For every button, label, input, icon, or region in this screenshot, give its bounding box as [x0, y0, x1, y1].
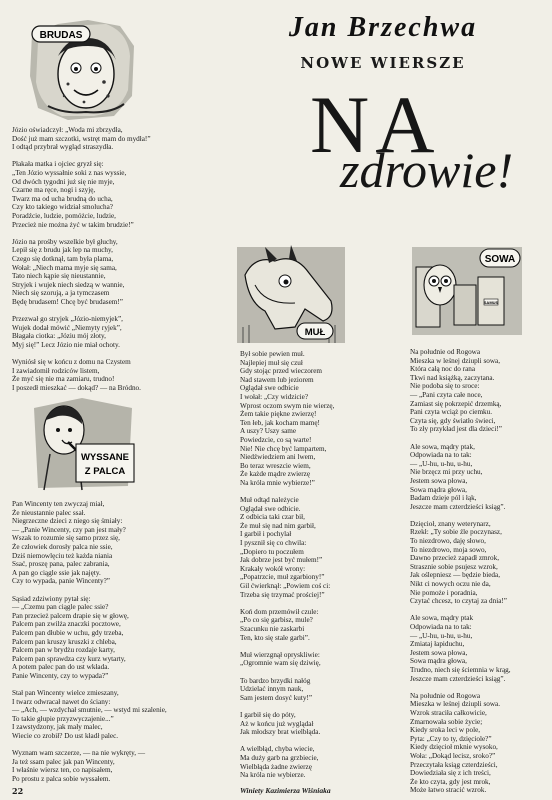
- footer-credit: Winiety Kazimierza Wiśniaka: [240, 786, 331, 795]
- subtitle: NOWE WIERSZE: [300, 54, 466, 72]
- brudas-illustration: [28, 16, 138, 122]
- mul-illustration: [235, 245, 347, 345]
- brudas-label: BRUDAS: [39, 30, 83, 41]
- wyssane-label-line1: WYSSANE: [80, 452, 130, 463]
- poem-mul: Był sobie pewien muł. Najlepiej muł się czuł Gdy stojąc przed wieczorem Nad stawem lub jeziorem Oglądał swe odbicie I wołał: „Czy widzicie? Wprost oczom swym nie wierzę, Żem takie piękne zwierzę! Ten łeb, jak kocham mamę! A uszy? Uszy same Powiedzcie, co są warte! Nie! Nie chcę być lampartem, Niedźwiedziem ani lwem, Bo teraz wreszcie wiem, Że każde mądre zwierzę Na króla mnie wybierze!” Muł odtąd należycie Oglądał swe odbicie. Z odbicia taki czar bił, Że muł się nad nim garbił, I garbił i pochylał I pysznił się co chwila: „Dopiero tu poczułem Jak dobrze jest być mułem!” Krakały wokół wrony: „Popatrzcie, muł zgarbiony!” Gil ćwierknął: „Powiem coś ci: Trzeba się trzymać prościej!” Koń dom przemówił czule: „Po co się garbisz, mule? Szacunku nie zaskarbi Ten, kto się stale garbi”. Muł wierzgnął opryskliwie: „Ogromnie wam się dziwię, To bardzo brzydki nałóg Udzielać innym nauk, Sam jestem dosyć kuty!” I garbił się do póty, Aż w końcu już wyglądał Jak młodszy brat wielbłąda. A wielbłąd, chyba wiecie, Ma duży garb na grzbiecie, Wielbłąda żadne zwierzę Na króla nie wybierze.: [240, 350, 335, 780]
- title-line1: NA: [310, 79, 441, 170]
- sowa-illustration: [410, 245, 524, 337]
- poem-sowa: Na południe od Rogowa Mieszka w leśnej dziupli sowa, Która całą noc do rana Tkwi nad książką, zaczytana. Nie podoba się to sroce: — „Pani czyta całe noce, Zamiast się pokrzepić drzemką, Pani czyta wciąż po ciemku. Czyta się, gdy światło świeci, To zły przykład jest dla dzieci!” Ale sowa, mądry ptak, Odpowiada na to tak: — „U-hu, u-hu, u-hu, Nie brzęcz mi przy uchu, Jestem sowa płowa, Sowa mądra głowa, Badam dzieje pól i łąk, Jeszcze mam czterdzieści ksiąg”. Dzięcioł, znany weterynarz, Rzekł: „Ty sobie źle poczynasz, To niezdrowo, daję słowo, To niezdrowo, moja sowo, Dawno przecież zapadł zmrok, Strasznie sobie psujesz wzrok, Jak oślepniesz — będzie bieda, Nikt ci nowych oczu nie da, Nie pomoże i poradnia, Czytać chcesz, to czytaj za dnia!” Ale sowa, mądry ptak Odpowiada na to tak: — „U-hu, u-hu, u-hu, Zmiataj łapiduchu, Jestem sowa płowa, Sowa mądra głowa, Trudno, niech się ściemnia w krąg, Jeszcze mam czterdzieści ksiąg”. Na południe od Rogowa Mieszka w leśnej dziupli sowa. Wzrok straciła całkowicie, Zmarnowała sobie życie; Kiedy sroka leci w pole, Pyta: „Czy to ty, dzięciole?” Kiedy dzięcioł mknie wysoko, Woła: „Dokąd lecisz, sroko?” Przeczytała ksiąg czterdzieści, Dowiedziała się z ich treści, Że kto czyta, gdy jest mrok, Może łatwo stracić wzrok.: [410, 348, 511, 795]
- wyssane-illustration: [28, 394, 138, 494]
- sowa-label: SOWA: [484, 254, 516, 265]
- mul-label: MUŁ: [304, 327, 326, 338]
- book-label: SAMUS: [483, 300, 499, 305]
- title-line2: zdrowie!: [340, 142, 514, 198]
- poem-wyssane-z-palca: Pan Wincenty ten zwyczaj miał, Że nieustannie palec ssał. Niegrzeczne dzieci z niego się śmiały: — „Panie Wincenty, czy pan jest mały? Wszak to rozumie się samo przez się, Że człowiek dorosły palca nie ssie, Dziś niemowlęciu też każda niania Ssać, proszę pana, palec zabrania, A pan go ciągle ssie jak najęty. Czy to wypada, panie Wincenty?” Sąsiad zdziwiony pytał się: — „Czemu pan ciągle palec ssie? Pan przecież palcem drapie się w głowę, Palcem pan zwilża znaczki pocztowe, Palcem pan dłubie w uchu, gdy trzeba, Palcem pan kruszy kruszki z chleba, Palcem pan w brydżu rozdaje karty, Palcem pan sprawdza czy kurz wytarty, A potem palec pan do ust wkłada. Panie Wincenty, czy to wypada?” Stał pan Wincenty wielce zmieszany, I twarz odwracał nawet do ściany: — „Ach, — wzdychał smutnie, — wstyd mi szalenie, To takie głupie przyzwyczajenie...” I zawstydzony, jak mały malec, Wiecie co zrobił? Do ust kładł palec. Wyznam wam szczerze, — na nie wykręty, — Ja też ssam palec jak pan Wincenty, I właśnie wiersz ten, co napisałem, Po prostu z palca sobie wyssałem.: [12, 500, 167, 783]
- poem-brudas: Józio oświadczył: „Woda mi zbrzydła, Dość już mam szczotki, wstręt mam do mydła!” I odtąd przybrał wygląd straszydła. Płakała matka i ojciec gryzł się: „Ten Józio wyssałnie soki z nas wyssie, Od dwóch tygodni już się nie myje, Czarne ma ręce, nogi i szyję, Twarz ma od ucha brudną do ucha, Czy kto takiego widział smolucha? Poradźcie, ludzie, pomóżcie, ludzie, Przecież nie można żyć w takim brudzie!” Józio na prośby wszelkie był głuchy, Lepił się z brudu jak lep na muchy, Czego się dotknął, tam była plama, Wołał: „Niech mama myje się sama, Tato niech kąpie się nieustannie, Stryjek i wujek niech siedzą w wannie, Niech się szorują, a ja tymczasem Będę brudasem! Chcę być brudasem!” Przezwał go stryjek „Józio-niemyjek”, Wujek dodał mówić „Niemyty ryjek”, Błagała ciotka: „Józiu mój złoty, Myj się!” Lecz Józio nie miał ochoty. Wyniósł się w końcu z domu na Czystem I zawiadomił rodziców listem, Że myć się nie ma zamiaru, trudno! I poszedł mieszkać — dokąd? — na Bródno.: [12, 126, 151, 392]
- author-name: Jan Brzechwa: [288, 12, 478, 43]
- page-number: 22: [12, 786, 24, 796]
- wyssane-label-line2: Z PALCA: [84, 466, 126, 477]
